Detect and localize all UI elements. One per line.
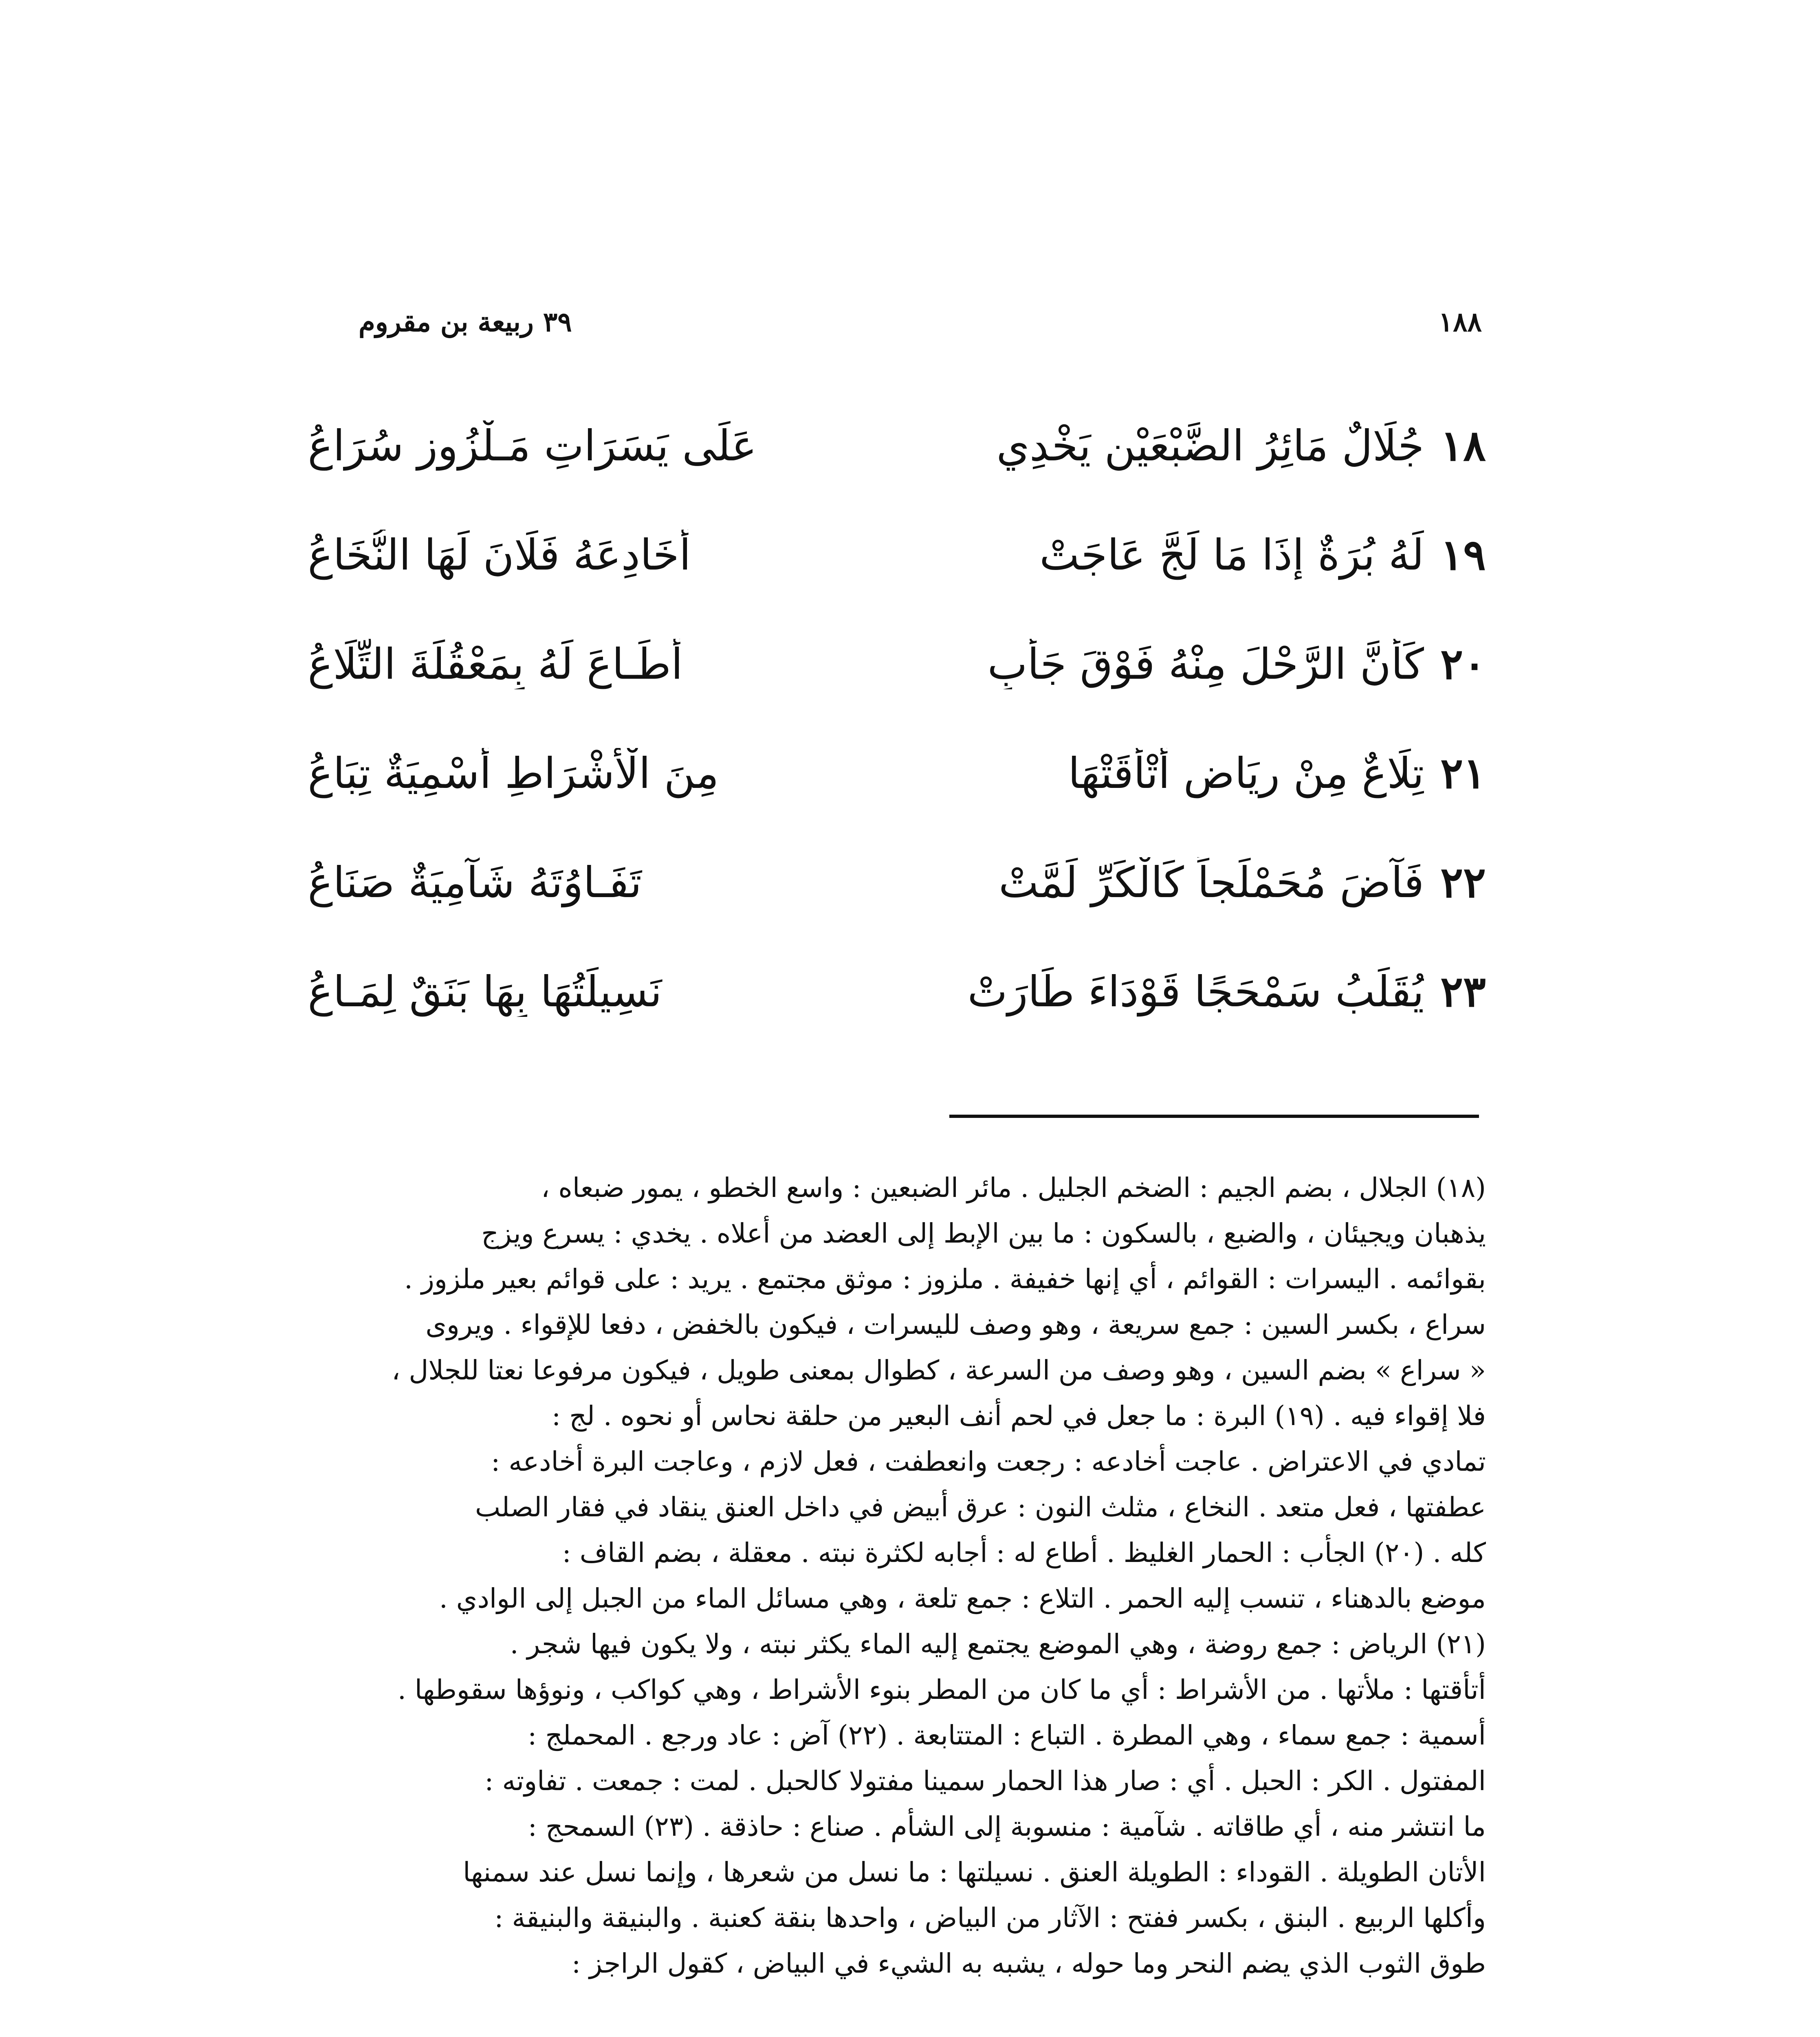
first-hemistich-group bbox=[886, 857, 1486, 908]
poem bbox=[308, 391, 1486, 1046]
verse-number: ٢٢ bbox=[1440, 857, 1486, 907]
page-number: ١٨٨ bbox=[1438, 306, 1482, 338]
first-hemistich-group bbox=[886, 420, 1486, 471]
commentary-line: فلا إقواء فيه . (١٩) البرة : ما جعل في لحم أنف البعير من حلقة نحاس أو نحوه . لج : bbox=[552, 1400, 1486, 1432]
first-hemistich: فَآضَ مُحَمْلَجاً كَالْكَرِّ لَمَّتْ bbox=[999, 857, 1424, 907]
verse-number: ٢٣ bbox=[1440, 966, 1486, 1016]
second-hemistich: مِنَ الْأَشْرَاطِ أَسْمِيَةٌ تِبَاعُ bbox=[308, 748, 719, 798]
verse-line bbox=[308, 828, 1486, 937]
commentary-line: تمادي في الاعتراض . عاجت أخادعه : رجعت وانعطفت ، فعل لازم ، وعاجت البرة أخادعه : bbox=[491, 1446, 1486, 1477]
verse-line bbox=[308, 500, 1486, 609]
first-hemistich: لَهُ بُرَةٌ إِذَا مَا لَجَّ عَاجَتْ bbox=[1039, 530, 1424, 580]
commentary-line: ما انتشر منه ، أي طاقاته . شآمية : منسوبة إلى الشأم . صناع : حاذقة . (٢٣) السمحج : bbox=[528, 1811, 1486, 1842]
first-hemistich-group bbox=[886, 748, 1486, 799]
commentary-line: موضع بالدهناء ، تنسب إليه الحمر . التلاع : جمع تلعة ، وهي مسائل الماء من الجبل إلى الوادي . bbox=[439, 1583, 1486, 1614]
commentary-line: أسمية : جمع سماء ، وهي المطرة . التباع : المتتابعة . (٢٢) آض : عاد ورجع . المحملج : bbox=[528, 1720, 1486, 1751]
commentary-line: الأتان الطويلة . القوداء : الطويلة العنق . نسيلتها : ما نسل من شعرها ، وإنما نسل عند سمنها bbox=[463, 1857, 1486, 1888]
commentary-line: سراع ، بكسر السين : جمع سريعة ، وهو وصف لليسرات ، فيكون بالخفض ، دفعا للإقواء . ويروى bbox=[425, 1309, 1486, 1340]
verse-number: ٢١ bbox=[1440, 748, 1486, 798]
verse-line bbox=[308, 609, 1486, 719]
first-hemistich: جُلَالٌ مَائِرُ الضَّبْعَيْنِ يَخْدِي bbox=[996, 420, 1424, 471]
first-hemistich: تِلَاعٌ مِنْ رِيَاضٍ أَتْأَقَتْهَا bbox=[1068, 748, 1424, 798]
commentary-line: (١٨) الجلال ، بضم الجيم : الضخم الجليل . مائر الضبعين : واسع الخطو ، يمور ضبعاه ، bbox=[541, 1172, 1486, 1203]
verse-number: ٢٠ bbox=[1440, 638, 1486, 689]
commentary-line: (٢١) الرياض : جمع روضة ، وهي الموضع يجتمع إليه الماء يكثر نبته ، ولا يكون فيها شجر . bbox=[510, 1628, 1486, 1660]
footnote-divider bbox=[949, 1115, 1479, 1118]
commentary-line: وأكلها الربيع . البنق ، بكسر ففتح : الآثار من البياض ، واحدها بنقة كعنبة . والبنيقة والبنيقة : bbox=[494, 1902, 1486, 1934]
commentary-line: أتأقتها : ملأتها . من الأشراط : أي ما كان من المطر بنوء الأشراط ، وهي كواكب ، ونوؤها سقوطها . bbox=[397, 1674, 1486, 1705]
commentary-line: « سراع » بضم السين ، وهو وصف من السرعة ، كطوال بمعنى طويل ، فيكون مرفوعا نعتا للجلال ، bbox=[392, 1355, 1486, 1386]
commentary-line: يذهبان ويجيئان ، والضبع ، بالسكون : ما بين الإبط إلى العضد من أعلاه . يخدي : يسرع ويزج bbox=[481, 1218, 1486, 1249]
commentary-line: المفتول . الكر : الحبل . أي : صار هذا الحمار سمينا مفتولا كالحبل . لمت : جمعت . تفاوته : bbox=[484, 1765, 1486, 1797]
running-title: ٣٩ ربيعة بن مقروم bbox=[359, 306, 572, 338]
verse-number: ١٨ bbox=[1440, 420, 1486, 471]
first-hemistich: يُقَلِّبُ سَمْحَجًا قَوْدَاءَ طَارَتْ bbox=[967, 966, 1424, 1016]
commentary-line: بقوائمه . اليسرات : القوائم ، أي إنها خفيفة . ملزوز : موثق مجتمع . يريد : على قوائم بعير ملزوز . bbox=[404, 1263, 1486, 1295]
commentary-line: عطفتها ، فعل متعد . النخاع ، مثلث النون : عرق أبيض في داخل العنق ينقاد في فقار الصلب bbox=[475, 1491, 1486, 1523]
first-hemistich-group bbox=[886, 639, 1486, 690]
first-hemistich-group bbox=[886, 530, 1486, 581]
verse-line bbox=[308, 391, 1486, 500]
first-hemistich: كَأَنَّ الرَّحْلَ مِنْهُ فَوْقَ جَأْبٍ bbox=[987, 639, 1424, 689]
second-hemistich: نَسِيلَتُهَا بِهَا بَنَقٌ لِمَـاعُ bbox=[308, 966, 662, 1016]
first-hemistich-group bbox=[886, 966, 1486, 1017]
commentary bbox=[338, 1165, 1486, 1986]
verse-number: ١٩ bbox=[1440, 529, 1486, 580]
second-hemistich: تَفَـاوُتَهُ شَآمِيَةٌ صَنَاعُ bbox=[308, 857, 642, 907]
second-hemistich: عَلَى يَسَرَاتِ مَـلْزُوزٍ سُرَاعُ bbox=[308, 420, 757, 471]
verse-line bbox=[308, 719, 1486, 828]
second-hemistich: أَطَـاعَ لَهُ بِمَعْقُلَةَ التِّلَاعُ bbox=[308, 639, 683, 689]
second-hemistich: أَخَادِعَهُ فَلَانَ لَهَا النُّخَاعُ bbox=[308, 530, 691, 580]
commentary-line: كله . (٢٠) الجأب : الحمار الغليظ . أطاع له : أجابه لكثرة نبته . معقلة ، بضم القاف : bbox=[562, 1537, 1486, 1568]
running-header bbox=[359, 297, 1482, 346]
verse-line bbox=[308, 937, 1486, 1046]
commentary-line: طوق الثوب الذي يضم النحر وما حوله ، يشبه به الشيء في البياض ، كقول الراجز : bbox=[572, 1948, 1486, 1979]
